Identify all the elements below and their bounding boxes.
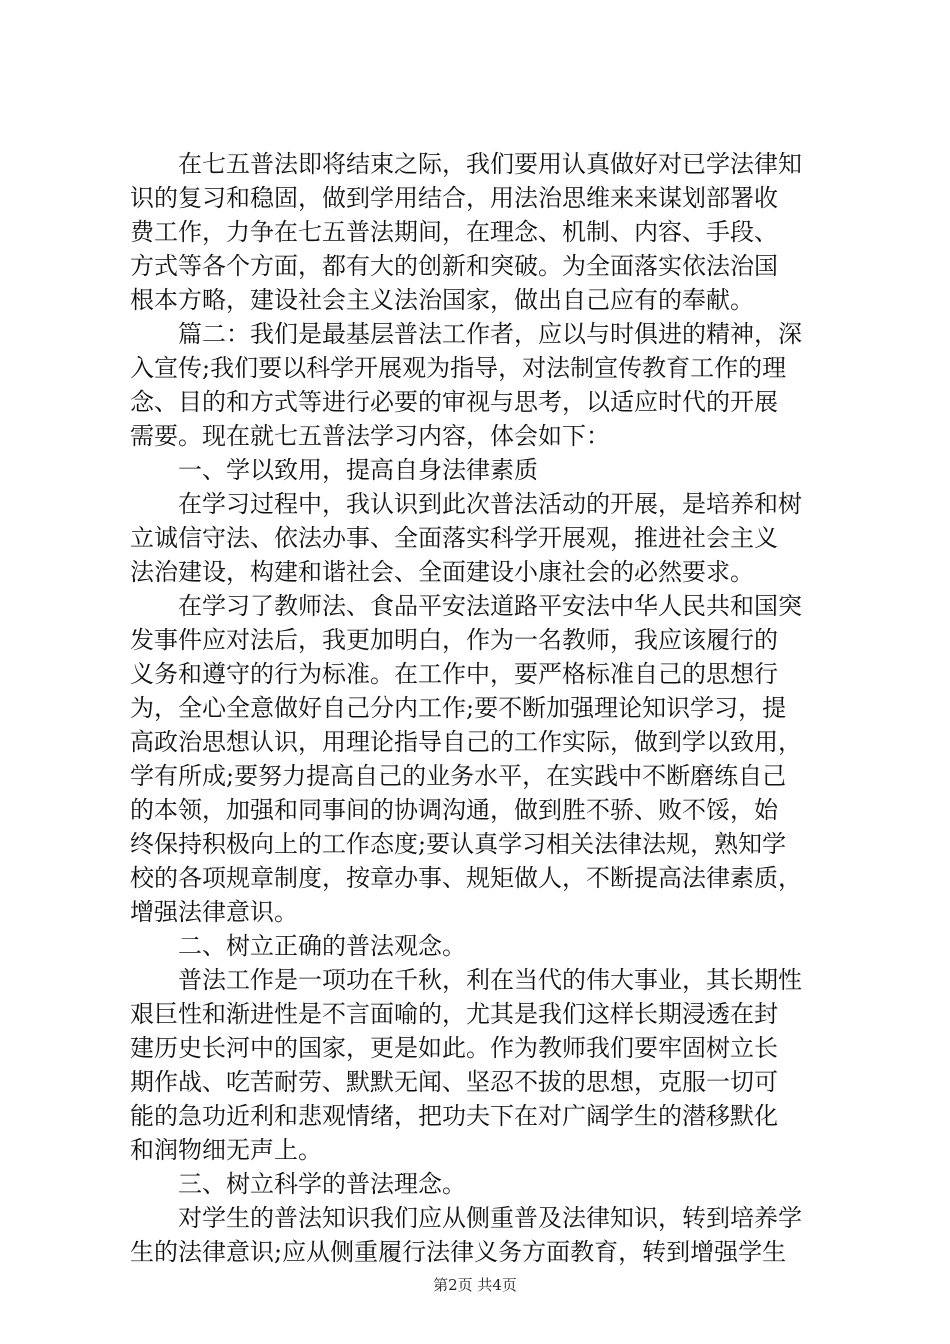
text-line: 校的各项规章制度，按章办事、规矩做人，不断提高法律素质，	[130, 864, 802, 892]
text-line: 发事件应对法后，我更加明白，作为一名教师，我应该履行的	[130, 626, 778, 654]
text-line: 法治建设，构建和谐社会、全面建设小康社会的必然要求。	[130, 558, 754, 586]
text-line: 终保持积极向上的工作态度;要认真学习相关法律法规，熟知学	[130, 830, 787, 858]
text-line: 高政治思想认识，用理论指导自己的工作实际，做到学以致用，	[130, 728, 802, 756]
text-line: 期作战、吃苦耐劳、默默无闻、坚忍不拔的思想，克服一切可	[130, 1068, 778, 1096]
text-line: 建历史长河中的国家，更是如此。作为教师我们要牢固树立长	[130, 1034, 778, 1062]
text-line: 学有所成;要努力提高自己的业务水平，在实践中不断磨练自己	[130, 762, 787, 790]
text-line: 立诚信守法、依法办事、全面落实科学开展观，推进社会主义	[130, 524, 778, 552]
text-line: 入宣传;我们要以科学开展观为指导，对法制宣传教育工作的理	[130, 354, 787, 382]
text-line: 和润物细无声上。	[130, 1136, 322, 1164]
text-line: 篇二：我们是最基层普法工作者，应以与时俱进的精神，深	[178, 320, 802, 348]
text-line: 根本方略，建设社会主义法治国家，做出自己应有的奉献。	[130, 286, 754, 314]
text-line: 对学生的普法知识我们应从侧重普及法律知识，转到培养学	[178, 1204, 802, 1232]
text-line: 义务和遵守的行为标准。在工作中，要严格标准自己的思想行	[130, 660, 778, 688]
text-line: 在学习了教师法、食品平安法道路平安法中华人民共和国突	[178, 592, 802, 620]
document-body	[130, 147, 830, 1269]
text-line: 念、目的和方式等进行必要的审视与思考，以适应时代的开展	[130, 388, 778, 416]
text-line: 在学习过程中，我认识到此次普法活动的开展，是培养和树	[178, 490, 802, 518]
text-line: 艰巨性和渐进性是不言面喻的，尤其是我们这样长期浸透在封	[130, 1000, 778, 1028]
text-line: 识的复习和稳固，做到学用结合，用法治思维来来谋划部署收	[130, 184, 778, 212]
text-line: 增强法律意识。	[130, 898, 298, 926]
text-line: 费工作，力争在七五普法期间，在理念、机制、内容、手段、	[130, 218, 778, 246]
page-footer	[0, 1275, 950, 1295]
text-line: 能的急功近利和悲观情绪，把功夫下在对广阔学生的潜移默化	[130, 1102, 778, 1130]
section-heading: 二、树立正确的普法观念。	[178, 932, 466, 960]
page-number-label: 第2页 共4页	[433, 1276, 517, 1294]
text-line: 的本领，加强和同事间的协调沟通，做到胜不骄、败不馁，始	[130, 796, 778, 824]
text-line: 需要。现在就七五普法学习内容，体会如下：	[130, 422, 610, 450]
section-heading: 三、树立科学的普法理念。	[178, 1170, 466, 1198]
text-line: 为，全心全意做好自己分内工作;要不断加强理论知识学习，提	[130, 694, 787, 722]
text-line: 在七五普法即将结束之际，我们要用认真做好对已学法律知	[178, 150, 802, 178]
section-heading: 一、学以致用，提高自身法律素质	[178, 456, 538, 484]
text-line: 普法工作是一项功在千秋，利在当代的伟大事业，其长期性	[178, 966, 802, 994]
text-line: 生的法律意识;应从侧重履行法律义务方面教育，转到增强学生	[130, 1238, 787, 1266]
text-line: 方式等各个方面，都有大的创新和突破。为全面落实依法治国	[130, 252, 778, 280]
